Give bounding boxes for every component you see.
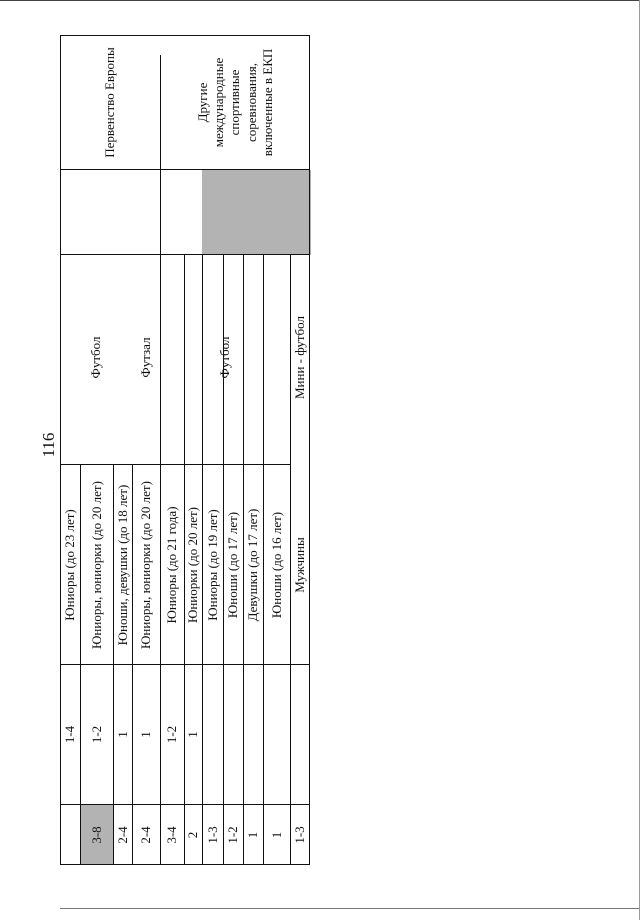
age-category: Мужчины xyxy=(292,537,308,593)
places-a: 1-2 xyxy=(164,725,180,744)
sport-name: Футзал xyxy=(138,337,154,378)
page-edge-top xyxy=(0,0,640,1)
places-a: 1-2 xyxy=(88,725,104,744)
age-category: Юниорки (до 20 лет) xyxy=(185,507,201,624)
places-b: 2-4 xyxy=(114,826,130,844)
age-category: Юниоры (до 19 лет) xyxy=(204,509,220,621)
places-b: 3-8 xyxy=(88,826,104,844)
page-edge-bottom xyxy=(60,908,640,909)
places-b: 1 xyxy=(268,831,284,839)
places-b: 3-4 xyxy=(164,826,180,844)
places-b: 1-3 xyxy=(292,826,308,844)
sport-name: Футбол xyxy=(217,336,233,379)
age-category: Юниоры, юниорки (до 20 лет) xyxy=(88,481,104,649)
places-b: 2 xyxy=(185,831,201,839)
section-title: Первенство Европы xyxy=(101,47,117,158)
grid-line xyxy=(60,169,310,170)
grid-line xyxy=(60,464,290,465)
places-a: 1 xyxy=(114,731,130,738)
places-a: 1-4 xyxy=(61,725,77,744)
age-category: Юноши (до 16 лет) xyxy=(268,511,284,619)
page-number: 116 xyxy=(39,432,58,458)
age-category: Юниоры (до 21 года) xyxy=(164,506,180,624)
age-category: Юниоры (до 23 лет) xyxy=(61,509,77,621)
section-title: Другие международные спортивные соревнования, включенные в ЕКП xyxy=(194,48,275,157)
places-b: 1 xyxy=(245,831,261,839)
grid-line xyxy=(60,254,310,255)
age-category: Юноши (до 17 лет) xyxy=(225,511,241,619)
places-b: 1-3 xyxy=(204,826,220,844)
sport-name: Мини - футбол xyxy=(292,316,308,399)
age-category: Юниоры, юниорки (до 20 лет) xyxy=(138,481,154,649)
competition-table xyxy=(39,35,310,865)
places-a: 1 xyxy=(138,731,154,738)
places-b: 2-4 xyxy=(138,826,154,844)
places-a: 1 xyxy=(185,731,201,738)
age-category: Девушки (до 17 лет) xyxy=(245,508,261,622)
sport-name: Футбол xyxy=(87,336,103,379)
rotated-page xyxy=(39,35,310,865)
places-b: 1-2 xyxy=(225,826,241,844)
age-category: Юноши, девушки (до 18 лет) xyxy=(114,484,130,646)
